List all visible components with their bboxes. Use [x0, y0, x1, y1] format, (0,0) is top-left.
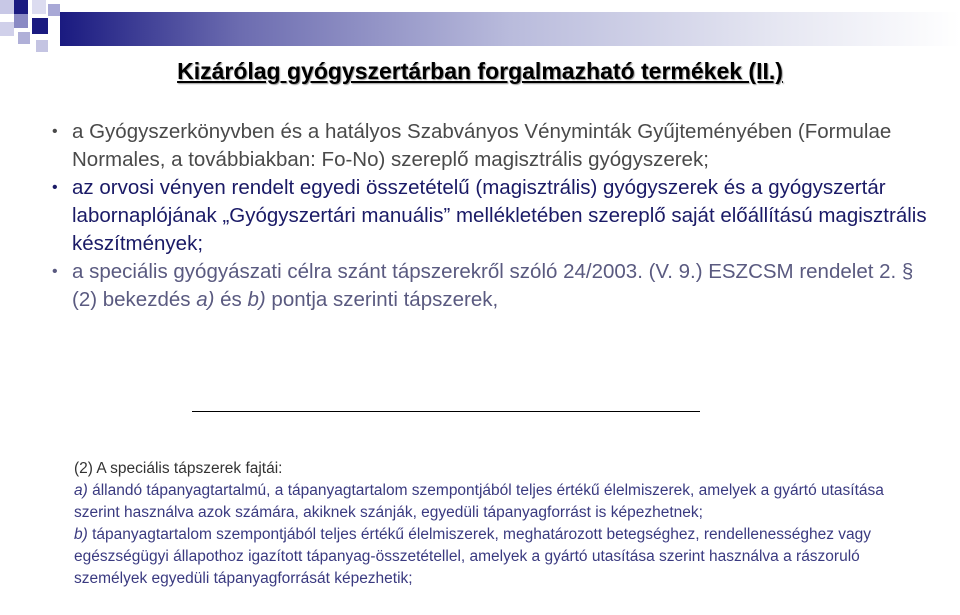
- bullet-point-a: a): [196, 288, 215, 311]
- bullet-text-post: pontja szerinti tápszerek,: [265, 288, 499, 311]
- deco-square: [48, 4, 60, 16]
- bullet-item: [48, 258, 928, 314]
- bullet-dot-icon: •: [52, 263, 58, 280]
- deco-square: [32, 0, 46, 14]
- deco-square: [36, 40, 48, 52]
- bullet-text: az orvosi vényen rendelt egyedi összetételű (magisztrális) gyógyszerek és a gyógyszertár labornaplójának „Gyógyszertári manuális” mellékletében szereplő saját előállítású magisztrális készítmények;: [72, 176, 927, 255]
- bullet-list: [48, 118, 928, 314]
- bullet-text: a Gyógyszerkönyvben és a hatályos Szabványos Vényminták Gyűjteményében (Formulae Normales, a továbbiakban: Fo-No) szereplő magisztrális gyógyszerek;: [72, 120, 892, 171]
- deco-square: [0, 0, 14, 14]
- deco-square: [0, 22, 14, 36]
- footnote-heading: (2) A speciális tápszerek fajtái:: [74, 460, 283, 477]
- bullet-dot-icon: •: [52, 123, 58, 140]
- footnote-divider: [192, 411, 700, 412]
- bullet-point-b: b): [247, 288, 266, 311]
- footnote-text-b: tápanyagtartalom szempontjából teljes értékű élelmiszerek, meghatározott betegséghez, rendellenességhez vagy egészségügyi állapothoz igazított tápanyag-összetétellel, amelyek a gyártó utasítása szerint használva a rászoruló személyek egyedüli tápanyagforrását képezhetik;: [74, 526, 872, 587]
- deco-square: [32, 18, 48, 34]
- bullet-dot-icon: •: [52, 179, 58, 196]
- header-gradient-bar: [60, 12, 960, 46]
- footnote-item-b: [74, 524, 919, 590]
- deco-square: [18, 32, 30, 44]
- footnote-text-a: állandó tápanyagtartalmú, a tápanyagtartalom szempontjából teljes értékű élelmiszerek, amelyek a gyártó utasítása szerint használva azok számára, akiknek szánják, egyedüli tápanyagforrást is képezhetnek;: [74, 482, 884, 521]
- slide-title: Kizárólag gyógyszertárban forgalmazható termékek (II.): [177, 58, 783, 84]
- footnote-item-a: [74, 480, 919, 524]
- footnote: [74, 458, 919, 590]
- footnote-label-b: b): [74, 526, 88, 543]
- deco-square: [14, 14, 28, 28]
- bullet-text: a speciális gyógyászati célra szánt tápszerekről szóló 24/2003. (V. 9.) ESZCSM rendelet 2. § (2) bekezdés: [72, 260, 914, 311]
- bullet-item: [48, 118, 928, 174]
- footnote-label-a: a): [74, 482, 88, 499]
- bullet-item: [48, 174, 928, 258]
- deco-square: [14, 0, 28, 14]
- bullet-text-mid: és: [214, 288, 248, 311]
